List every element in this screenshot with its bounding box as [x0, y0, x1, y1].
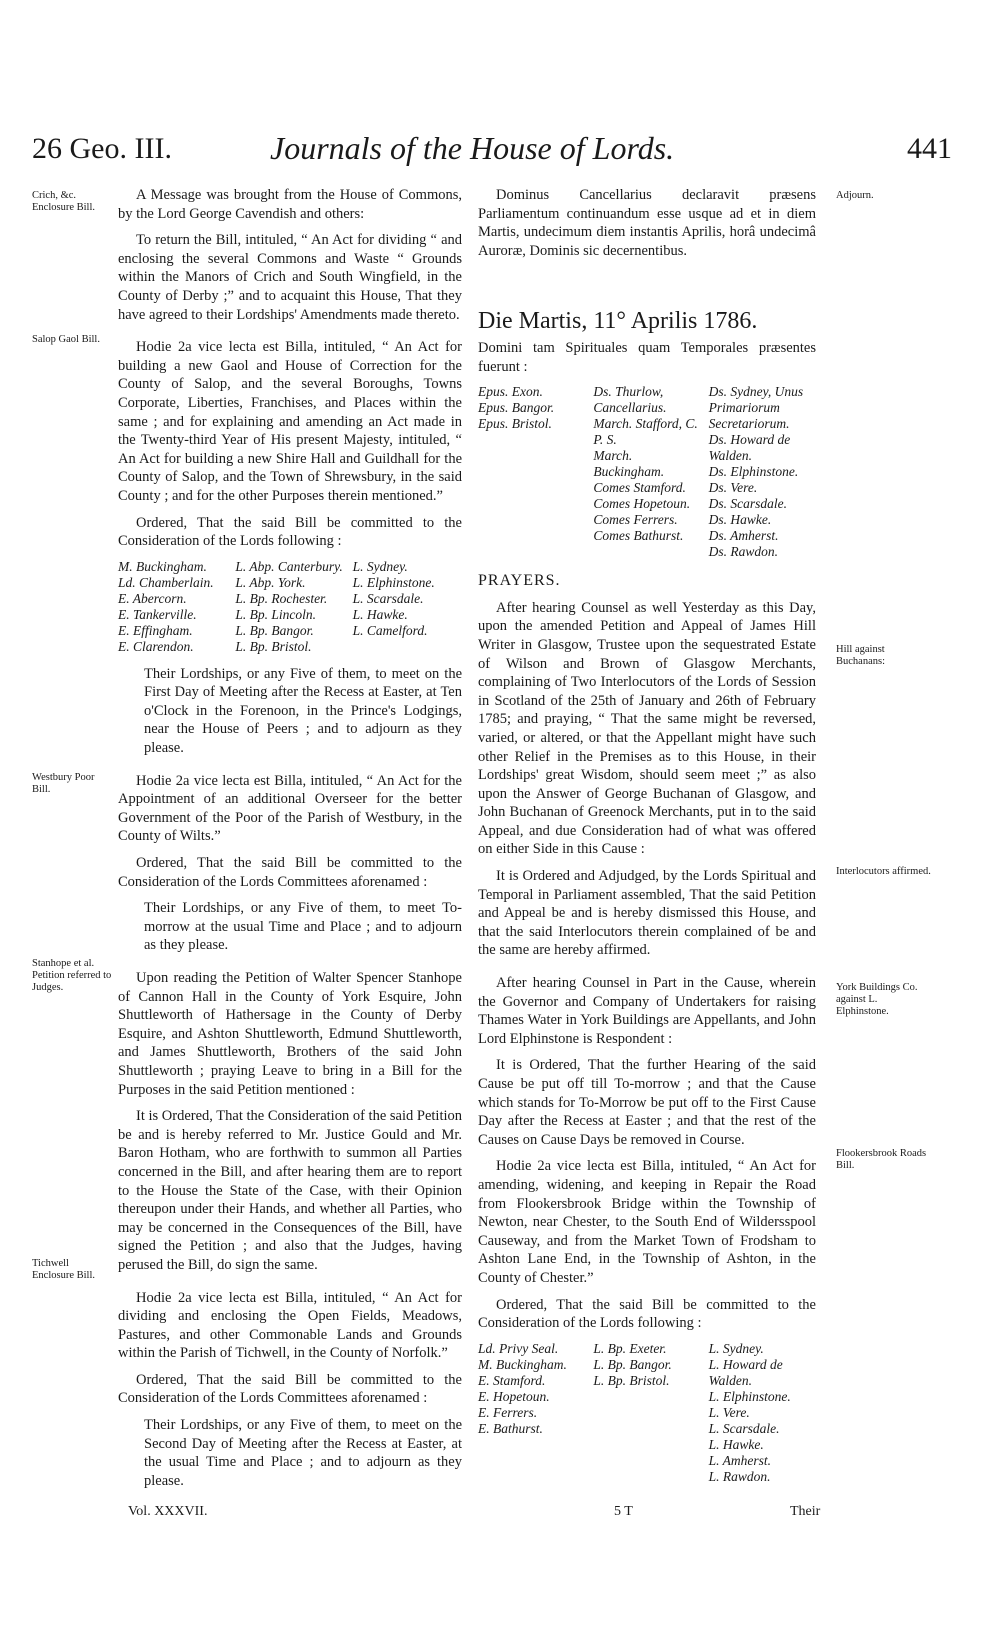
name: E. Effingham. [118, 622, 193, 638]
name: Comes Ferrers. [593, 512, 678, 528]
section-heading: PRAYERS. [478, 572, 561, 590]
name: March. Stafford, C. P. S. [593, 416, 698, 448]
name: Epus. Exon. [478, 384, 543, 400]
name: E. Abercorn. [118, 590, 187, 606]
name: Ds. Amherst. [708, 528, 779, 544]
name: E. Ferrers. [478, 1404, 538, 1420]
margin-note: Interlocutors affirmed. [836, 866, 931, 877]
committee-list [118, 559, 462, 655]
name: Ds. Vere. [708, 480, 758, 496]
name: Ds. Rawdon. [708, 544, 779, 560]
page-number: 441 [907, 132, 952, 165]
name: L. Scarsdale. [352, 590, 424, 606]
paragraph: Ordered, That the said Bill be committed to the Consideration of the Lords Committees aforenamed : [118, 855, 462, 890]
name: E. Hopetoun. [478, 1388, 550, 1404]
name: Epus. Bristol. [478, 416, 552, 432]
paragraph: Upon reading the Petition of Walter Spencer Stanhope of Cannon Hall in the County of York Esquire, John Shuttleworth of Hathersage in the County of Derby Esquire, and Ashton Shuttleworth, Edmund Shuttleworth, and James Shuttleworth, Brothers of the said John Shuttleworth ; praying Leave to bring in a Bill for the Purposes in the said Petition mentioned : [118, 970, 462, 1098]
margin-note: Salop Gaol Bill. [32, 334, 100, 345]
margin-note: Stanhope et al. Petition referred to Judges. [32, 958, 112, 993]
paragraph: A Message was brought from the House of Commons, by the Lord George Cavendish and others: [118, 187, 462, 222]
paragraph: Hodie 2a vice lecta est Billa, intituled, “ An Act for building a new Gaol and House of Correction for the County of Salop, and the several Boroughs, Towns Corporate, Liberties, Franchises, and Places within the same ; and for explaining and amending an Act made in the Twenty-third Year of His present Majesty, intituled, “ An Act for building a new Shire Hall and Guildhall for the County of Salop, and the Town of Shrewsbury, in the said County ; and for the other Purposes therein mentioned.” [118, 339, 462, 504]
name: Comes Stamford. [593, 480, 686, 496]
paragraph: It is Ordered, That the Consideration of the said Petition be and is hereby referred to Mr. Justice Gould and Mr. Baron Hotham, who are forthwith to summon all Parties concerned in the Bill, and after hearing them are to report to the House the State of the Case, with their Opinion thereupon under their Hands, and whether all Parties, who may be concerned in the Consequences of the Bill, have signed the Petition ; and also that the Judges, having perused the Bill, do sign the same. [118, 1108, 462, 1273]
header-title: Journals of the House of Lords. [270, 130, 675, 166]
name: Comes Hopetoun. [593, 496, 691, 512]
name: Ds. Sydney, Unus Primariorum Secretariorum. [708, 384, 804, 432]
name: L. Abp. Canterbury. [235, 558, 343, 574]
name: L. Camelford. [352, 622, 428, 638]
volume-number: Vol. XXXVII. [128, 1504, 208, 1519]
name: L. Sydney. [352, 558, 408, 574]
right-column [478, 186, 816, 1495]
paragraph: Hodie 2a vice lecta est Billa, intituled, “ An Act for dividing and enclosing the Open Fields, Meadows, Pastures, and other Commonable Lands and Grounds within the Parish of Tichwell, in the County of Norfolk.” [118, 1289, 462, 1362]
name: L. Bp. Rochester. [235, 590, 328, 606]
name: Epus. Bangor. [478, 400, 555, 416]
name: Ds. Hawke. [708, 512, 772, 528]
name: L. Rawdon. [708, 1468, 771, 1484]
committee-list [478, 1341, 816, 1485]
name: M. Buckingham. [478, 1356, 567, 1372]
name: L. Bp. Exeter. [593, 1340, 667, 1356]
left-column [118, 186, 462, 1498]
paragraph: Their Lordships, or any Five of them, to meet on the First Day of Meeting after the Recess at Easter, at Ten o'Clock in the Forenoon, in the Prince's Lodgings, near the House of Peers ; and to adjourn as they please. [144, 665, 462, 757]
paragraph: It is Ordered, That the further Hearing of the said Cause be put off till To-morrow ; and that the Cause which stands for To-Morrow be put off to the First Cause Day after the Recess at Easter ; and that the rest of the Causes on Cause Days be removed in Course. [478, 1057, 816, 1148]
name: Ld. Privy Seal. [478, 1340, 559, 1356]
paragraph: Ordered, That the said Bill be committed to the Consideration of the Lords following : [478, 1296, 816, 1332]
name: Ds. Scarsdale. [708, 496, 788, 512]
name: E. Clarendon. [118, 638, 194, 654]
name: L. Hawke. [352, 606, 408, 622]
running-header [0, 118, 992, 178]
paragraph: It is Ordered and Adjudged, by the Lords Spiritual and Temporal in Parliament assembled, That the said Petition and Appeal be and is hereby dismissed this House, and that the said Interlocutors therein complained of be and the same are hereby affirmed. [478, 868, 816, 959]
paragraph: Domini tam Spirituales quam Temporales præsentes fuerunt : [478, 339, 816, 375]
name: L. Elphinstone. [708, 1388, 791, 1404]
name: L. Abp. York. [235, 574, 306, 590]
name: Comes Bathurst. [593, 528, 684, 544]
name: L. Vere. [708, 1404, 750, 1420]
name: L. Scarsdale. [708, 1420, 780, 1436]
header-regnal-year: 26 Geo. III. [32, 132, 172, 165]
name: L. Bp. Bangor. [235, 622, 314, 638]
name: E. Stamford. [478, 1372, 546, 1388]
name: L. Sydney. [708, 1340, 764, 1356]
name: Ds. Elphinstone. [708, 464, 799, 480]
name: E. Bathurst. [478, 1420, 543, 1436]
margin-note: Westbury Poor Bill. [32, 772, 95, 795]
name: L. Howard de Walden. [708, 1356, 783, 1388]
margin-note: Flookersbrook Roads Bill. [836, 1148, 927, 1171]
paragraph: To return the Bill, intituled, “ An Act for dividing “ and enclosing the several Commons and Waste “ Grounds within the Manors of Crich and South Wingfield, in the County of Derby ;” and to acquaint this House, That they have agreed to their Lordships' Amendments made thereto. [118, 232, 462, 323]
paragraph: Their Lordships, or any Five of them, to meet on the Second Day of Meeting after the Recess at Easter, at the usual Time and Place ; and to adjourn as they please. [144, 1417, 462, 1489]
margin-note: York Buildings Co. against L. Elphinstone. [836, 982, 918, 1017]
name: L. Bp. Lincoln. [235, 606, 316, 622]
margin-note: Adjourn. [836, 190, 874, 201]
margin-note: Tichwell Enclosure Bill. [32, 1258, 95, 1281]
paragraph: Dominus Cancellarius declaravit præsens Parliamentum continuandum esse usque ad et in diem Martis, undecimum diem instantis Aprilis, horâ undecimâ Auroræ, Dominis sic decernentibus. [478, 187, 816, 259]
name: Ld. Chamberlain. [118, 574, 214, 590]
paragraph: Ordered, That the said Bill be committed to the Consideration of the Lords Committees aforenamed : [118, 1371, 462, 1407]
name: E. Tankerville. [118, 606, 197, 622]
name: March. Buckingham. [593, 448, 665, 480]
name: Ds. Thurlow, Cancellarius. [593, 384, 667, 416]
name: L. Bp. Bristol. [593, 1372, 670, 1388]
name: L. Hawke. [708, 1436, 764, 1452]
name: L. Bp. Bangor. [593, 1356, 672, 1372]
paragraph: Ordered, That the said Bill be committed to the Consideration of the Lords following : [118, 514, 462, 550]
paragraph: Hodie 2a vice lecta est Billa, intituled, “ An Act for the Appointment of an additional Overseer for the better Government of the Poor of the Parish of Westbury, in the County of Wilts.” [118, 772, 462, 845]
name: L. Elphinstone. [352, 574, 435, 590]
margin-note: Crich, &c. Enclosure Bill. [32, 190, 95, 213]
date-heading: Die Martis, 11° Aprilis 1786. [478, 308, 758, 335]
attendance-list [478, 384, 816, 560]
name: M. Buckingham. [118, 558, 207, 574]
catchword: Their [790, 1504, 821, 1519]
name: L. Amherst. [708, 1452, 772, 1468]
name: Ds. Howard de Walden. [708, 432, 791, 464]
paragraph: After hearing Counsel as well Yesterday as this Day, upon the amended Petition and Appeal of James Hill Writer in Glasgow, Trustee upon the sequestrated Estate of Wilson and Brown of Glasgow Merchants, complaining of Two Interlocutors of the Lords of Session in Scotland of the 25th of January and 26th of February 1785; and praying, “ That the same might be reversed, varied, or altered, or that the Appellant might have such other Relief in the Premises as to this House, in their Lordships' great Wisdom, should seem meet ;” as also upon the Answer of George Buchanan of Glasgow, and John Buchanan of Greenock Merchants, put in to the said Appeal, and due Consideration had of what was offered on either Side in this Cause : [478, 599, 816, 858]
paragraph: Their Lordships, or any Five of them, to meet To-morrow at the usual Time and Place ; and to adjourn as they please. [144, 900, 462, 954]
name: L. Bp. Bristol. [235, 638, 312, 654]
paragraph: After hearing Counsel in Part in the Cause, wherein the Governor and Company of Undertakers for raising Thames Water in York Buildings are Appellants, and John Lord Elphinstone is Respondent : [478, 975, 816, 1047]
paragraph: Hodie 2a vice lecta est Billa, intituled, “ An Act for amending, widening, and keeping in Repair the Road from Flookersbrook Bridge within the Township of Newton, near Chester, to the South End of Wildersspool Causeway, and from the Market Town of Frodsham to Ashton Lane End, in the Township of Ashton, in the County of Chester.” [478, 1158, 816, 1286]
signature-mark: 5 T [614, 1504, 633, 1519]
margin-note: Hill against Buchanans: [836, 644, 885, 667]
